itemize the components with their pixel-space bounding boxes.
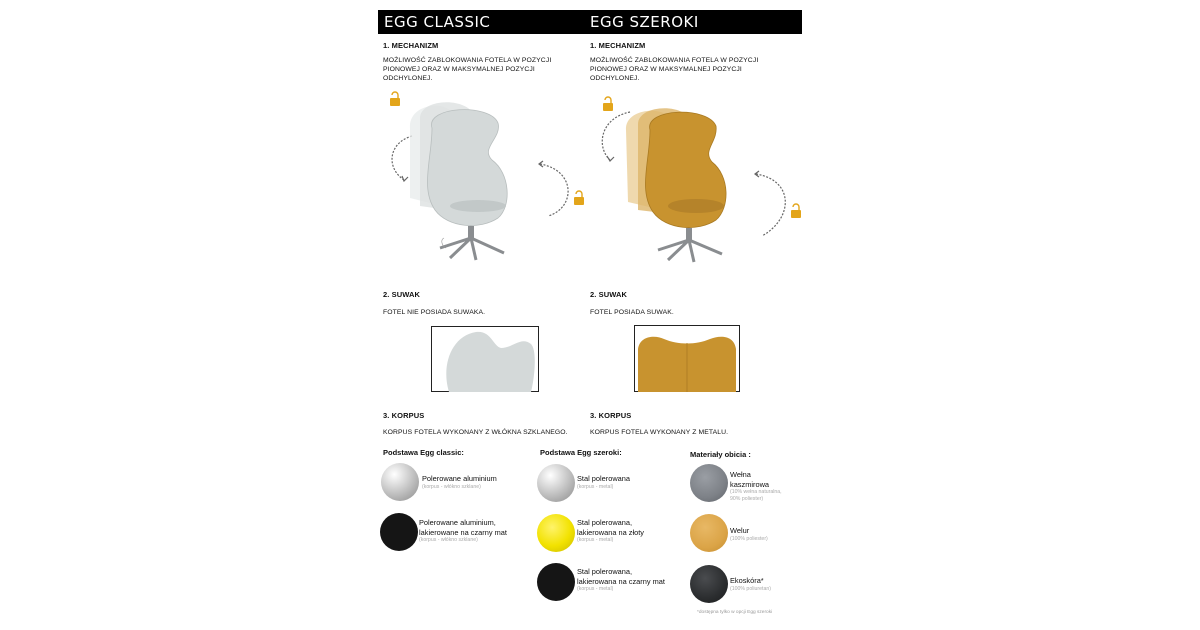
wide-mechanism-desc-line: MOŻLIWOŚĆ ZABLOKOWANIA FOTELA W POZYCJI [590,57,759,64]
swatch-label: lakierowana na czarny mat [577,576,665,586]
header-title-wide: EGG SZEROKI [590,13,699,31]
classic-chair-image [380,88,590,268]
wide-mechanism-title: 1. MECHANIZM [590,41,646,50]
header-bar [378,10,802,34]
swatch-sublabel: (100% poliester) [730,535,768,542]
swatch-sublabel: (korpus - włókno szklane) [419,537,478,543]
lock-icon [574,191,584,205]
classic-mechanism-title: 1. MECHANIZM [383,41,439,50]
header-title-classic: EGG CLASSIC [384,13,491,31]
materials-footnote: *dostępna tylko w opcji Egg szeroki [697,610,773,615]
classic-mechanism-desc-line: PIONOWEJ ORAZ W MAKSYMALNEJ POZYCJI [383,66,535,73]
swatch-label: Welur [730,526,750,535]
wide-chair-image [590,92,805,270]
base-wide-title: Podstawa Egg szeroki: [540,448,622,457]
material-item-1 [730,470,782,503]
swatch-label: Polerowane aluminium, [419,518,496,527]
base-classic-item-1 [422,474,497,491]
classic-slider-desc: FOTEL NIE POSIADA SUWAKA. [383,309,486,316]
swatch-label: Wełna [730,470,751,479]
lock-icon [603,97,613,111]
lock-icon [390,92,400,106]
swatch-sublabel: (100% poliuretan) [730,585,771,592]
swatch-label: lakierowana na złoty [577,527,644,537]
base-wide-item-2 [577,518,644,544]
wide-slider-title: 2. SUWAK [590,290,628,299]
rotate-arrow-icon [602,112,630,161]
base-classic-item-2 [419,518,507,544]
wide-slider-desc: FOTEL POSIADA SUWAK. [590,309,674,316]
swatch-eco-leather [690,565,728,603]
swatch-sublabel: 90% poliester) [730,496,764,502]
wide-mechanism-desc-line: ODCHYLONEJ. [590,75,640,82]
swatch-sublabel: (korpus - metal) [577,586,614,592]
rotate-arrow-icon [755,171,785,236]
classic-slider-title: 2. SUWAK [383,290,421,299]
wide-mechanism-desc [590,56,780,83]
base-classic-title: Podstawa Egg classic: [383,448,464,457]
materials-title: Materiały obicia : [690,450,751,459]
swatch-polished-aluminium [381,463,419,501]
swatch-label: kaszmirowa [730,479,770,489]
swatch-label: Stal polerowana, [577,567,633,576]
swatch-cashmere-wool [690,464,728,502]
swatch-sublabel: (korpus - metal) [577,537,614,543]
swatch-label: Stal polerowana [577,474,631,483]
swatch-sublabel: (10% wełna naturalna, [730,489,782,495]
rotate-arrow-icon [392,136,412,181]
swatch-black-steel [537,563,575,601]
material-item-2 [730,526,768,543]
classic-mechanism-desc [383,56,573,83]
wide-mechanism-desc-line: PIONOWEJ ORAZ W MAKSYMALNEJ POZYCJI [590,66,742,73]
swatch-velour [690,514,728,552]
classic-mechanism-desc-line: ODCHYLONEJ. [383,75,433,82]
swatch-label: lakierowane na czarny mat [419,527,507,537]
swatch-label: Stal polerowana, [577,518,633,527]
rotate-arrow-icon [539,161,568,216]
lock-icon [791,204,801,218]
wide-body-title: 3. KORPUS [590,411,632,420]
base-wide-item-1 [577,474,630,491]
classic-body-desc: KORPUS FOTELA WYKONANY Z WŁÓKNA SZKLANEGO. [383,429,568,436]
swatch-label: Polerowane aluminium [422,474,497,483]
swatch-polished-steel [537,464,575,502]
swatch-sublabel: (korpus - włókno szklane) [422,483,481,490]
material-item-3 [730,576,771,593]
swatch-gold-steel [537,514,575,552]
base-wide-item-3 [577,567,665,593]
wide-slider-image [634,325,740,392]
classic-slider-image [431,326,539,392]
swatch-black-aluminium [380,513,418,551]
swatch-sublabel: (korpus - metal) [577,483,614,490]
swatch-label: Ekoskóra* [730,576,764,585]
classic-mechanism-desc-line: MOŻLIWOŚĆ ZABLOKOWANIA FOTELA W POZYCJI [383,57,552,64]
wide-body-desc: KORPUS FOTELA WYKONANY Z METALU. [590,429,729,436]
classic-body-title: 3. KORPUS [383,411,425,420]
